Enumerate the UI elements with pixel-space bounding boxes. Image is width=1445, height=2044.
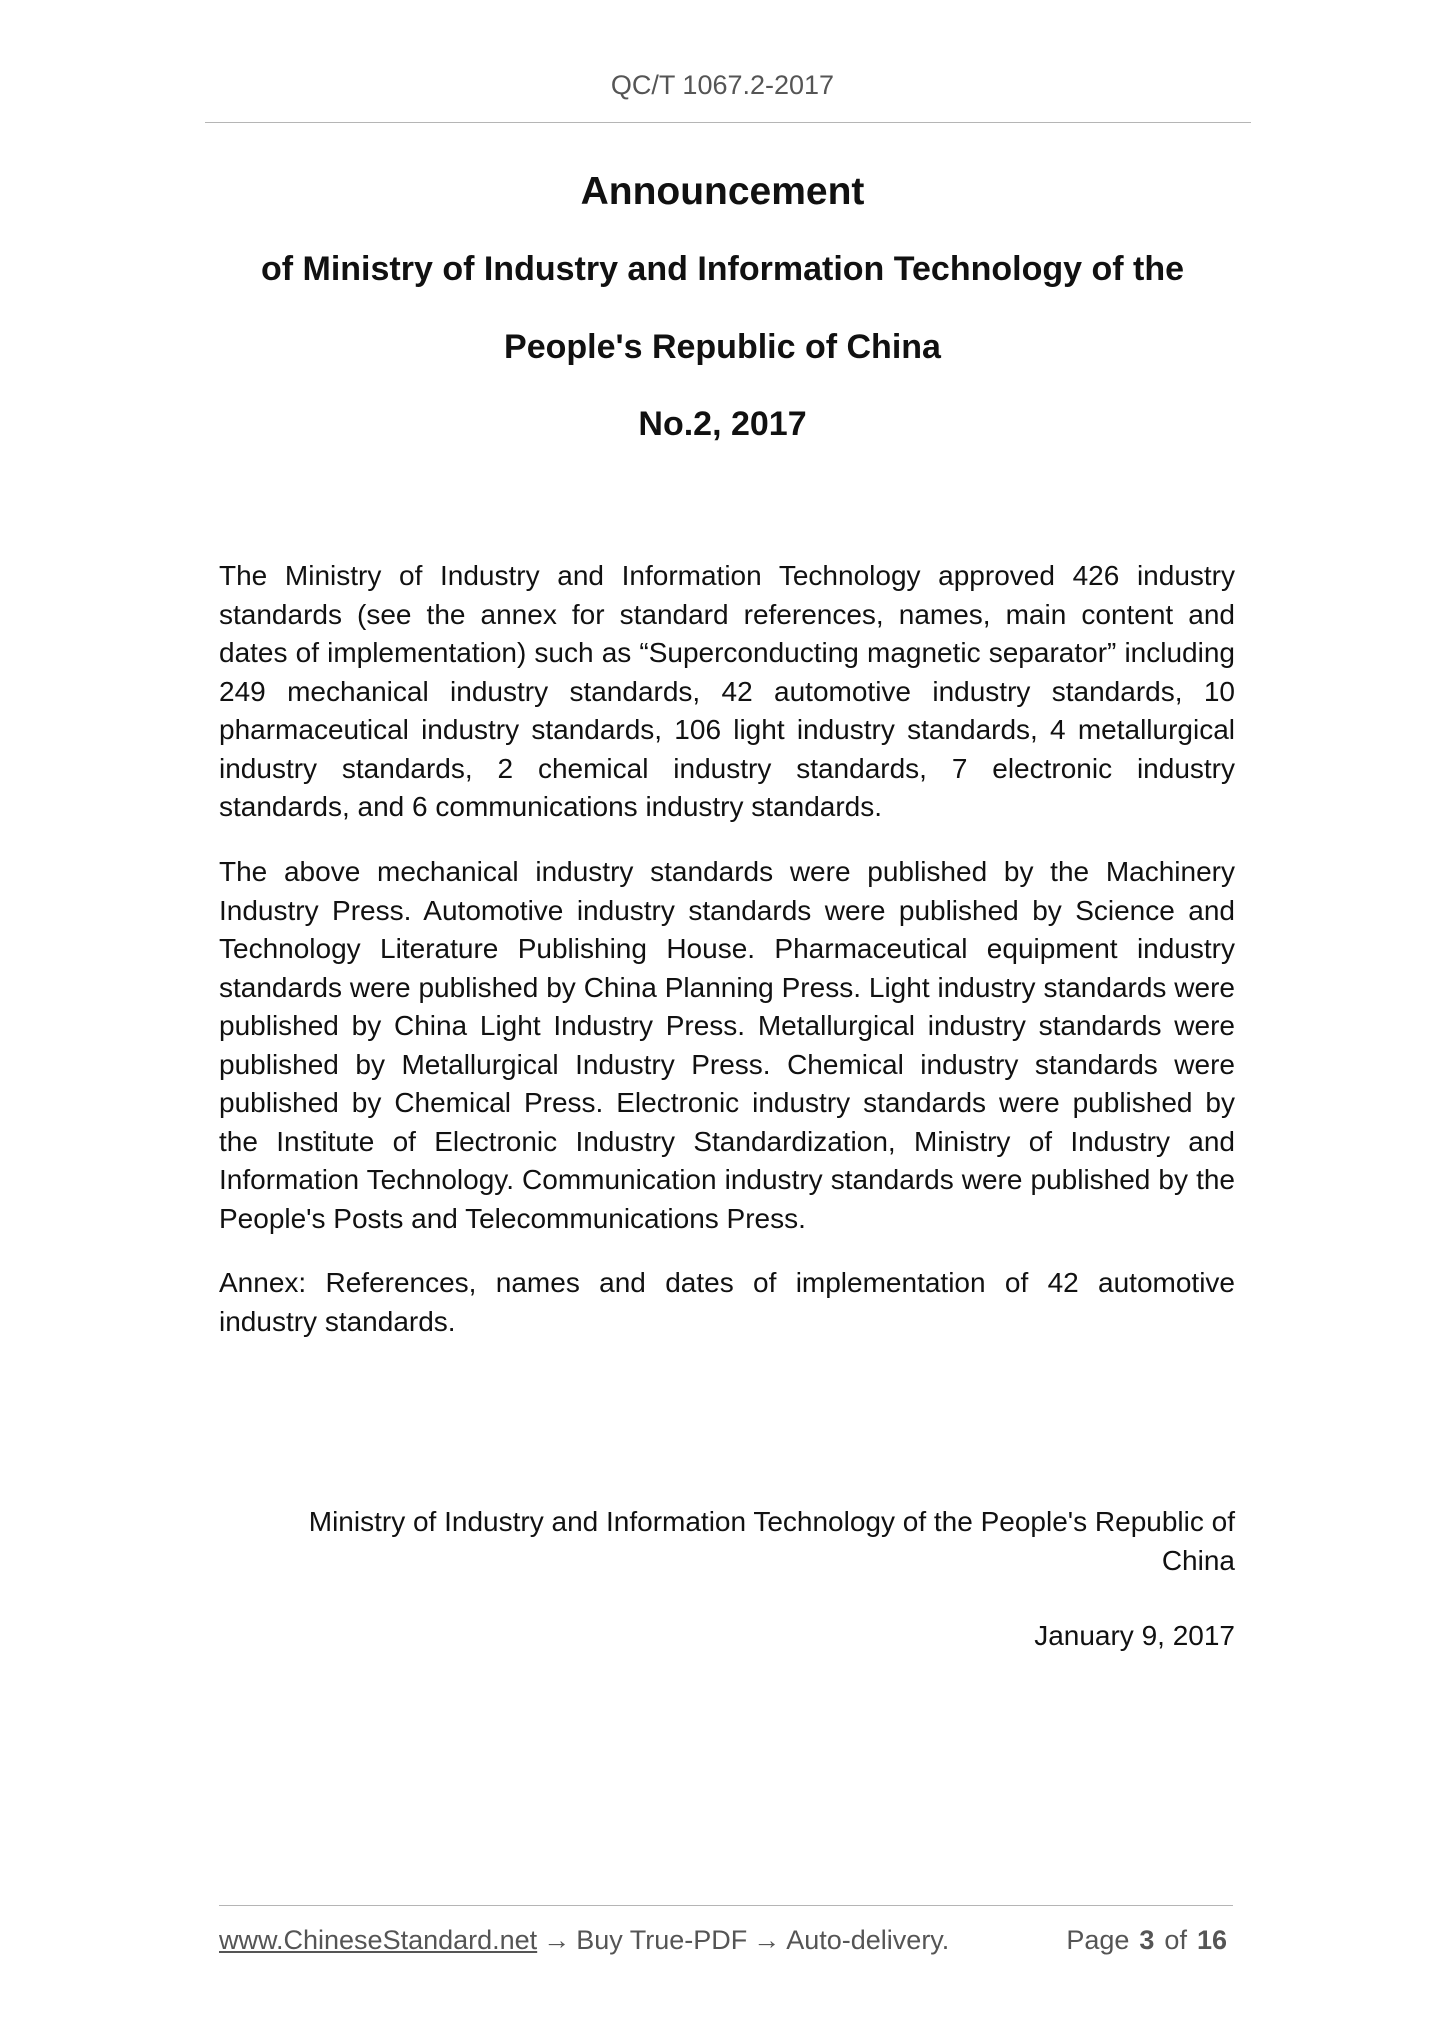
announcement-subtitle-line1: of Ministry of Industry and Information Technology of the: [260, 250, 1184, 288]
body-paragraph-annex: Annex: References, names and dates of implementation of 42 automotive industry standards.: [219, 1267, 1235, 1337]
body-paragraph-publishers: The above mechanical industry standards were published by the Machinery Industry Press. Automotive industry standards were published by Science and Technology Literature Publishing House. Pharmaceutical equipment industry standards were published by China Planning Press. Light industry standards were published by China Light Industry Press. Metallurgical industry standards were published by Metallurgical Industry Press. Chemical industry standards were published by Chemical Press. Electronic industry standards were published by the Institute of Electronic Industry Standardization, Ministry of Industry and Information Technology. Communication industry standards were published by the People's Posts and Telecommunications Press.: [219, 856, 1235, 1234]
body-paragraph-approval: The Ministry of Industry and Information Technology approved 426 industry standards (see the annex for standard references, names, main content and dates of implementation) such as “Superconducting magnetic separator” including 249 mechanical industry standards, 42 automotive industry standards, 10 pharmaceutical industry standards, 106 light industry standards, 4 metallurgical industry standards, 2 chemical industry standards, 7 electronic industry standards, and 6 communications industry standards.: [219, 560, 1235, 822]
document-code-header: QC/T 1067.2-2017: [610, 70, 835, 100]
header-divider: [205, 122, 1251, 123]
announcement-title: Announcement: [580, 170, 865, 213]
arrow-right-icon: →: [753, 1925, 781, 1955]
website-link[interactable]: www.ChineseStandard.net: [219, 1925, 538, 1955]
page-total: 16: [1196, 1925, 1227, 1955]
signature-org-line1: Ministry of Industry and Information Technology of the People's Republic of: [308, 1506, 1235, 1537]
arrow-right-icon: →: [543, 1925, 571, 1955]
footer-step-delivery: Auto-delivery.: [786, 1925, 950, 1955]
footer-divider: [219, 1905, 1233, 1906]
page-indicator: [1066, 1925, 1227, 1956]
announcement-number: No.2, 2017: [638, 405, 807, 443]
page-current: 3: [1139, 1925, 1155, 1955]
signature-date: January 9, 2017: [1034, 1620, 1235, 1651]
announcement-subtitle-line2: People's Republic of China: [504, 328, 941, 366]
footer-step-buy: Buy True-PDF: [576, 1925, 748, 1955]
signature-organization: [219, 1503, 1235, 1580]
page-of-label: of: [1164, 1925, 1187, 1955]
footer-promo: [219, 1925, 949, 1956]
signature-org-line2: China: [1161, 1544, 1235, 1576]
page-label: Page: [1066, 1925, 1130, 1955]
